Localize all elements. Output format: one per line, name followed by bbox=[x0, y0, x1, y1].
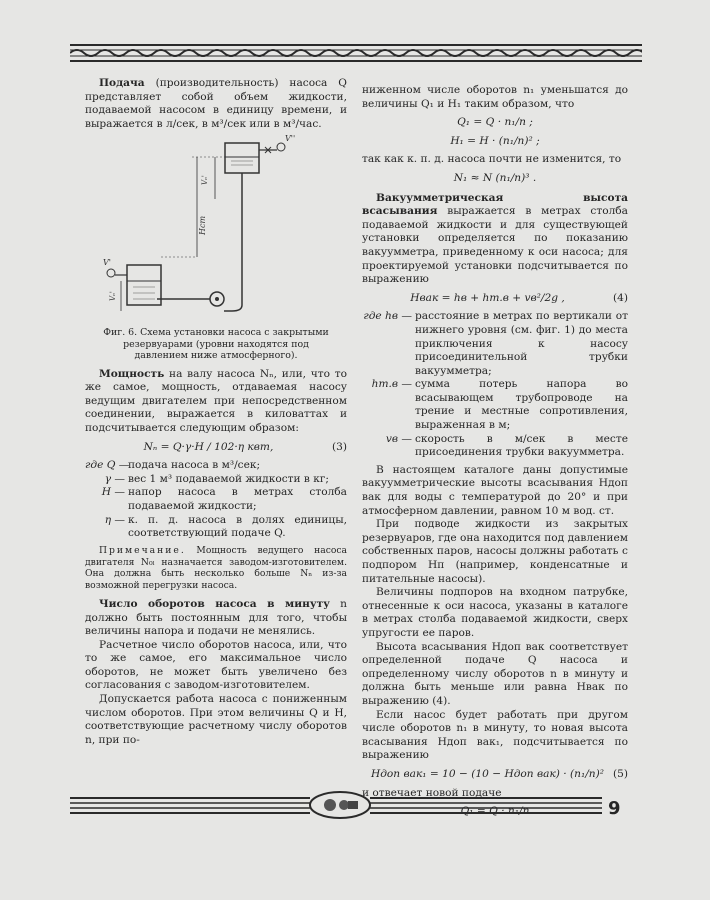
paragraph-chislo bbox=[85, 598, 347, 639]
left-column bbox=[85, 77, 347, 747]
paragraph-velichiny: Величины подпоров на входном патрубке, отнесенные к оси насоса, указаны в каталоге в метрах столба подаваемой жидкости, сверх упругости ее паров. bbox=[362, 586, 628, 639]
def-text: скорость в м/сек в месте присоединения трубки вакуумметра. bbox=[415, 432, 628, 459]
definitions-4 bbox=[362, 310, 628, 460]
definition-row bbox=[362, 310, 628, 378]
pump-emblem-icon bbox=[324, 799, 358, 811]
bottom-ornament bbox=[70, 790, 602, 820]
note bbox=[85, 545, 347, 592]
top-ornament bbox=[70, 44, 642, 62]
paragraph-nastoyashch: В настоящем каталоге даны допустимые вакуумметрические высоты всасывания Hдоп вак для воды с температурой до 20° и при атмосферном давлении, равном 10 м вод. ст. bbox=[362, 463, 628, 517]
definition-row bbox=[85, 473, 347, 487]
paragraph-vakuum bbox=[362, 192, 628, 287]
formula-3-body: Nₙ = Q·γ·H / 102·η квт, bbox=[143, 440, 274, 453]
formula-4-body: Hвак = hв + hт.в + vв²/2g , bbox=[410, 291, 565, 304]
paragraph-otvechaet: и отвечает новой подаче bbox=[362, 786, 502, 799]
def-text: расстояние в метрах по вертикали от нижнего уровня (см. фиг. 1) до места приключения к насосу присоединительной трубки вакуумметра; bbox=[415, 310, 628, 377]
paragraph-continued: ниженном числе оборотов n₁ уменьшатся до величины Q₁ и H₁ таким образом, что bbox=[362, 84, 628, 110]
text-moshchnost: на валу насоса Nₙ, или, что то же самое, мощность, отдаваемая насосу ведущим двигателем при непосредственном соединении, выражается в киловаттах и подсчитывается следующим образом: bbox=[85, 367, 347, 434]
note-text: Мощность ведущего насоса двигателя N₀ₗ назначается заводом-изготовителем. Она должна быть несколько больше Nₙ из-за возможной перегрузки насоса. bbox=[85, 544, 347, 592]
term-moshchnost: Мощность bbox=[99, 367, 165, 380]
paragraph-podvode: При подводе жидкости из закрытых резервуаров, где она находится под давлением собственных паров, насосы должны работать с подпором Hп (например, конденсатные и питательные насосы). bbox=[362, 518, 629, 585]
paragraph-dopusk: Допускается работа насоса с пониженным числом оборотов. При этом величины Q и H, соответствующие расчетному числу оборотов n, при по- bbox=[85, 693, 347, 746]
term-chislo: Число оборотов насоса в минуту bbox=[99, 597, 330, 610]
term-podacha: Подача bbox=[99, 77, 145, 89]
definition-row bbox=[85, 514, 347, 541]
text-podacha: (производительность) насоса Q представляет собой объем жидкости, подаваемой насосом в единицу времени, и выражается в л/сек, в м³/сек или в м³/час. bbox=[85, 77, 347, 130]
label-h-top: Vₙ' bbox=[201, 175, 209, 186]
text-vakuum: выражается в метрах столба подаваемой жидкости и для существующей установки определяется по показанию вакуумметра, приведенному к оси насоса; для проектируемой установки подсчитывается по выражению bbox=[362, 205, 628, 286]
definition-row bbox=[85, 486, 347, 513]
text-chislo: n должно быть постоянным для того, чтобы величины напора и подачи не менялись. bbox=[85, 597, 347, 638]
def-symbol: H — bbox=[101, 486, 125, 499]
label-v-left: V' bbox=[103, 258, 111, 268]
paragraph-raschet: Расчетное число оборотов насоса, или, что то же самое, его максимальное число оборотов, не может быть увеличено без согласования с заводом-изготовителем. bbox=[85, 638, 347, 692]
formula-4 bbox=[362, 292, 628, 306]
label-hcm: Hcm bbox=[198, 216, 207, 236]
def-symbol: где Q — bbox=[85, 459, 130, 472]
def-symbol: hт.в — bbox=[371, 378, 412, 391]
formula-n1: N₁ ≈ N (n₁/n)³ . bbox=[453, 171, 537, 184]
def-text: напор насоса в метрах столба подаваемой жидкости; bbox=[128, 486, 347, 512]
paragraph-vysota: Высота всасывания Hдоп вак соответствует определенной подаче Q насоса и определенному числу оборотов n в минуту и должна быть меньше или равна Hвак по выражению (4). bbox=[362, 640, 628, 707]
formula-h1: H₁ = H · (n₁/n)² ; bbox=[450, 134, 540, 147]
paragraph-podacha bbox=[85, 77, 347, 131]
definition-row bbox=[362, 433, 628, 460]
page-number: 9 bbox=[608, 798, 621, 819]
def-symbol: η — bbox=[104, 513, 125, 526]
note-label: Примечание. bbox=[99, 544, 186, 556]
paragraph-moshchnost bbox=[85, 368, 347, 436]
label-h-left: Vₙ' bbox=[109, 291, 117, 302]
def-symbol: vв — bbox=[385, 432, 412, 445]
paragraph-tak: так как к. п. д. насоса почти не изменится, то bbox=[362, 153, 622, 166]
paragraph-esli: Если насос будет работать при другом числе оборотов n₁ в минуту, то новая высота всасывания Hдоп вак₁, подсчитывается по выражению bbox=[362, 708, 628, 762]
definitions-3 bbox=[85, 459, 347, 541]
definition-row bbox=[85, 459, 347, 473]
def-text: подача насоса в м³/сек; bbox=[128, 459, 261, 472]
formula-4-number: (4) bbox=[612, 291, 628, 304]
figure-6-diagram bbox=[85, 135, 347, 325]
figure-caption: Фиг. 6. Схема установки насоса с закрытыми резервуарами (уровни находятся под давлением ниже атмосферного). bbox=[103, 327, 329, 362]
def-symbol: γ — bbox=[104, 472, 125, 485]
formula-3 bbox=[85, 441, 347, 455]
formula-q1: Q₁ = Q · n₁/n ; bbox=[457, 116, 533, 129]
right-column bbox=[362, 84, 628, 824]
formula-3-number: (3) bbox=[331, 440, 347, 453]
term-vakuum: Вакуумметрическая высота всасывания bbox=[362, 191, 628, 218]
def-symbol: где hв — bbox=[363, 310, 412, 323]
definition-row bbox=[362, 378, 628, 432]
formula-6: Q₁ = Q · n₁/n bbox=[460, 805, 530, 818]
def-text: к. п. д. насоса в долях единицы, соответствующий подаче Q. bbox=[128, 513, 347, 540]
formula-5-number: (5) bbox=[612, 767, 628, 780]
def-text: вес 1 м³ подаваемой жидкости в кг; bbox=[128, 472, 329, 485]
formula-5 bbox=[362, 768, 628, 782]
formula-5-body: Hдоп вак₁ = 10 − (10 − Hдоп вак) · (n₁/n)² bbox=[370, 767, 605, 780]
label-v-top: V'' bbox=[285, 135, 296, 144]
def-text: сумма потерь напора во всасывающем трубопроводе на трение и местные сопротивления, выраженная в м; bbox=[415, 378, 628, 432]
